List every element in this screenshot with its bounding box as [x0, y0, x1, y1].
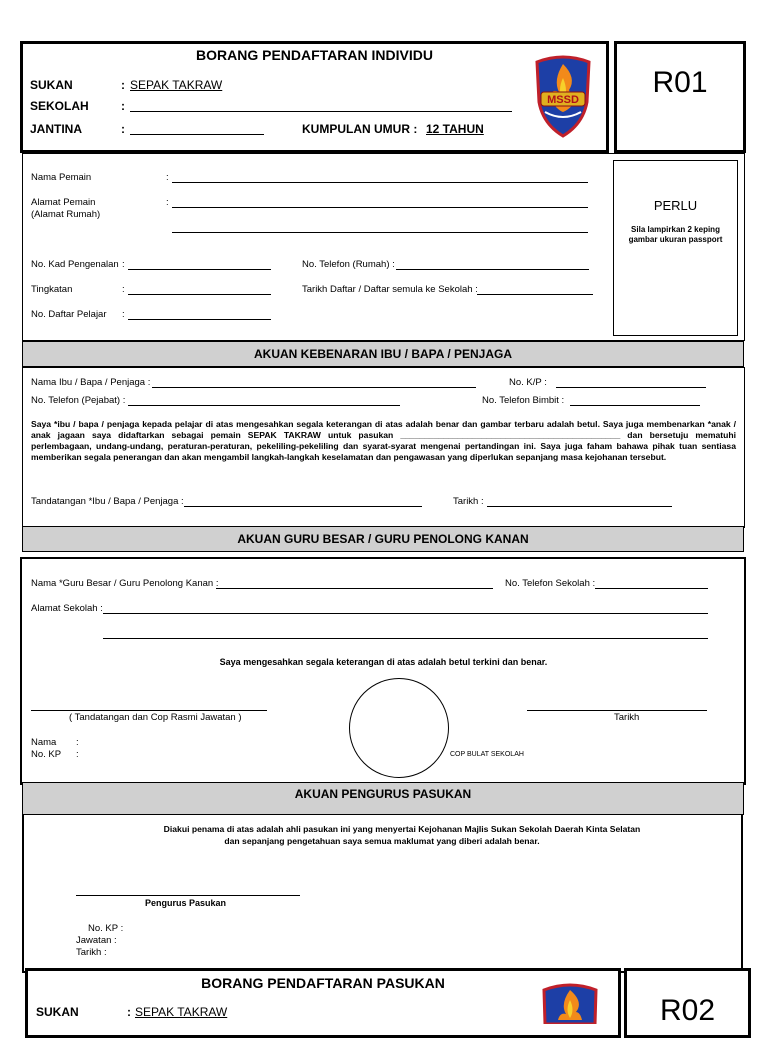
jantina-colon: : — [121, 122, 125, 136]
telefon-bimbit-label: No. Telefon Bimbit : — [482, 395, 565, 406]
sekolah-label: SEKOLAH — [30, 99, 89, 113]
mssd-logo — [533, 52, 593, 138]
nama-pemain-colon: : — [166, 172, 169, 183]
sukan2-value: SEPAK TAKRAW — [135, 1005, 228, 1019]
hm-signature-line[interactable] — [31, 710, 267, 711]
logo-text: MSSD — [547, 94, 579, 106]
telefon-rumah-field[interactable] — [396, 269, 589, 270]
manager-kp-label: No. KP : — [88, 923, 124, 934]
manager-heading: AKUAN PENGURUS PASUKAN — [22, 782, 744, 815]
parent-nama-field[interactable] — [152, 387, 476, 388]
jantina-field[interactable] — [130, 134, 264, 135]
telefon-sekolah-field[interactable] — [595, 588, 708, 589]
hm-tarikh-label: Tarikh — [614, 712, 640, 723]
sukan2-colon: : — [127, 1005, 131, 1019]
sekolah-colon: : — [121, 99, 125, 113]
nama-pemain-field[interactable] — [172, 182, 588, 183]
kumpulan-value: 12 TAHUN — [426, 122, 484, 136]
stamp-label: COP BULAT SEKOLAH — [450, 751, 524, 758]
tingkatan-field[interactable] — [128, 294, 271, 295]
telefon-pejabat-label: No. Telefon (Pejabat) : — [31, 395, 126, 406]
manager-tarikh-label: Tarikh : — [76, 947, 107, 958]
alamat-pemain-field-2[interactable] — [172, 232, 588, 233]
hm-nama-label: Nama *Guru Besar / Guru Penolong Kanan : — [31, 578, 219, 589]
hm-signature-label: ( Tandatangan dan Cop Rasmi Jawatan ) — [69, 712, 242, 723]
hm-nama-sign-colon: : — [76, 737, 79, 748]
hm-nama-field[interactable] — [216, 588, 493, 589]
sukan-value: SEPAK TAKRAW — [130, 78, 223, 92]
form2-title: BORANG PENDAFTARAN PASUKAN — [201, 975, 445, 991]
parent-tarikh-field[interactable] — [487, 506, 672, 507]
manager-signature-label: Pengurus Pasukan — [145, 898, 227, 908]
daftar-pelajar-label: No. Daftar Pelajar — [31, 309, 107, 320]
alamat-pemain-field[interactable] — [172, 207, 588, 208]
kad-pengenalan-colon: : — [122, 259, 125, 270]
sekolah-field[interactable] — [130, 111, 512, 112]
daftar-pelajar-colon: : — [122, 309, 125, 320]
mssd-logo-2 — [540, 980, 600, 1024]
sukan-colon: : — [121, 78, 125, 92]
photo-title: PERLU — [653, 198, 698, 213]
manager-signature-line[interactable] — [76, 895, 300, 896]
parent-kp-label: No. K/P : — [509, 377, 547, 388]
tarikh-daftar-label: Tarikh Daftar / Daftar semula ke Sekolah : — [302, 284, 478, 295]
manager-text-2: dan sepanjang pengetahuan saya semua maklumat yang diberi adalah benar. — [224, 836, 540, 846]
parent-heading: AKUAN KEBENARAN IBU / BAPA / PENJAGA — [22, 341, 744, 367]
form2-code: R02 — [659, 994, 716, 1027]
parent-kp-field[interactable] — [556, 387, 706, 388]
parent-nama-label: Nama Ibu / Bapa / Penjaga : — [31, 377, 151, 388]
telefon-rumah-label: No. Telefon (Rumah) : — [302, 259, 395, 270]
parent-tandatangan-label: Tandatangan *Ibu / Bapa / Penjaga : — [31, 496, 184, 507]
school-stamp-circle[interactable] — [349, 678, 449, 778]
photo-box — [613, 160, 738, 336]
jantina-label: JANTINA — [30, 122, 83, 136]
form-code: R01 — [652, 66, 708, 99]
telefon-bimbit-field[interactable] — [570, 405, 700, 406]
alamat-sekolah-field-2[interactable] — [103, 638, 708, 639]
headmaster-heading: AKUAN GURU BESAR / GURU PENOLONG KANAN — [22, 526, 744, 552]
alamat-pemain-label: Alamat Pemain — [31, 197, 96, 208]
hm-nama-sign-label: Nama — [31, 737, 57, 748]
nama-pemain-label: Nama Pemain — [31, 172, 92, 183]
parent-tandatangan-field[interactable] — [184, 506, 422, 507]
hm-confirm: Saya mengesahkan segala keterangan di atas adalah betul terkini dan benar. — [219, 657, 548, 667]
kad-pengenalan-label: No. Kad Pengenalan — [31, 259, 119, 270]
alamat-sekolah-field[interactable] — [103, 613, 708, 614]
alamat-sekolah-label: Alamat Sekolah : — [31, 603, 103, 614]
kad-pengenalan-field[interactable] — [128, 269, 271, 270]
hm-kp-colon: : — [76, 749, 79, 760]
daftar-pelajar-field[interactable] — [128, 319, 271, 320]
parent-declaration: Saya *ibu / bapa / penjaga kepada pelajar di atas mengesahkan segala keterangan di atas adalah benar dan gambar terbaru adalah betul. Saya juga membenarkan *anak / anak jagaan saya didaftarkan sebagai pemain SEPAK TAKRAW untuk pasukan ______________________________________________ dan bersetuju mematuhi perlembagaan, undang-undang, peraturan-peraturan, pekeliling-pekeliling dan syarat-syarat mengenai pertandingan ini. Saya juga faham bahawa pihak tuan sentiasa memberikan segala penerangan dan akan mengambil langkah-langkah keselamatan dan pengawasan yang diperlukan sepanjang masa kejohanan tersebut. — [31, 419, 736, 462]
kumpulan-label: KUMPULAN UMUR : — [302, 122, 418, 136]
parent-tarikh-label: Tarikh : — [453, 496, 484, 507]
hm-tarikh-line[interactable] — [527, 710, 707, 711]
alamat-pemain-colon: : — [166, 197, 169, 208]
telefon-sekolah-label: No. Telefon Sekolah : — [505, 578, 596, 589]
form-title: BORANG PENDAFTARAN INDIVIDU — [196, 47, 433, 63]
photo-note: Sila lampirkan 2 keping gambar ukuran passport — [628, 225, 723, 244]
sukan2-label: SUKAN — [36, 1005, 79, 1019]
hm-kp-label: No. KP — [31, 749, 62, 760]
sukan-label: SUKAN — [30, 78, 73, 92]
tingkatan-label: Tingkatan — [31, 284, 73, 295]
manager-jawatan-label: Jawatan : — [76, 935, 117, 946]
manager-text-1: Diakui penama di atas adalah ahli pasukan ini yang menyertai Kejohanan Majlis Sukan Sekolah Daerah Kinta Selatan — [163, 824, 641, 834]
telefon-pejabat-field[interactable] — [128, 405, 400, 406]
tingkatan-colon: : — [122, 284, 125, 295]
tarikh-daftar-field[interactable] — [477, 294, 593, 295]
alamat-pemain-sub: (Alamat Rumah) — [31, 209, 101, 220]
